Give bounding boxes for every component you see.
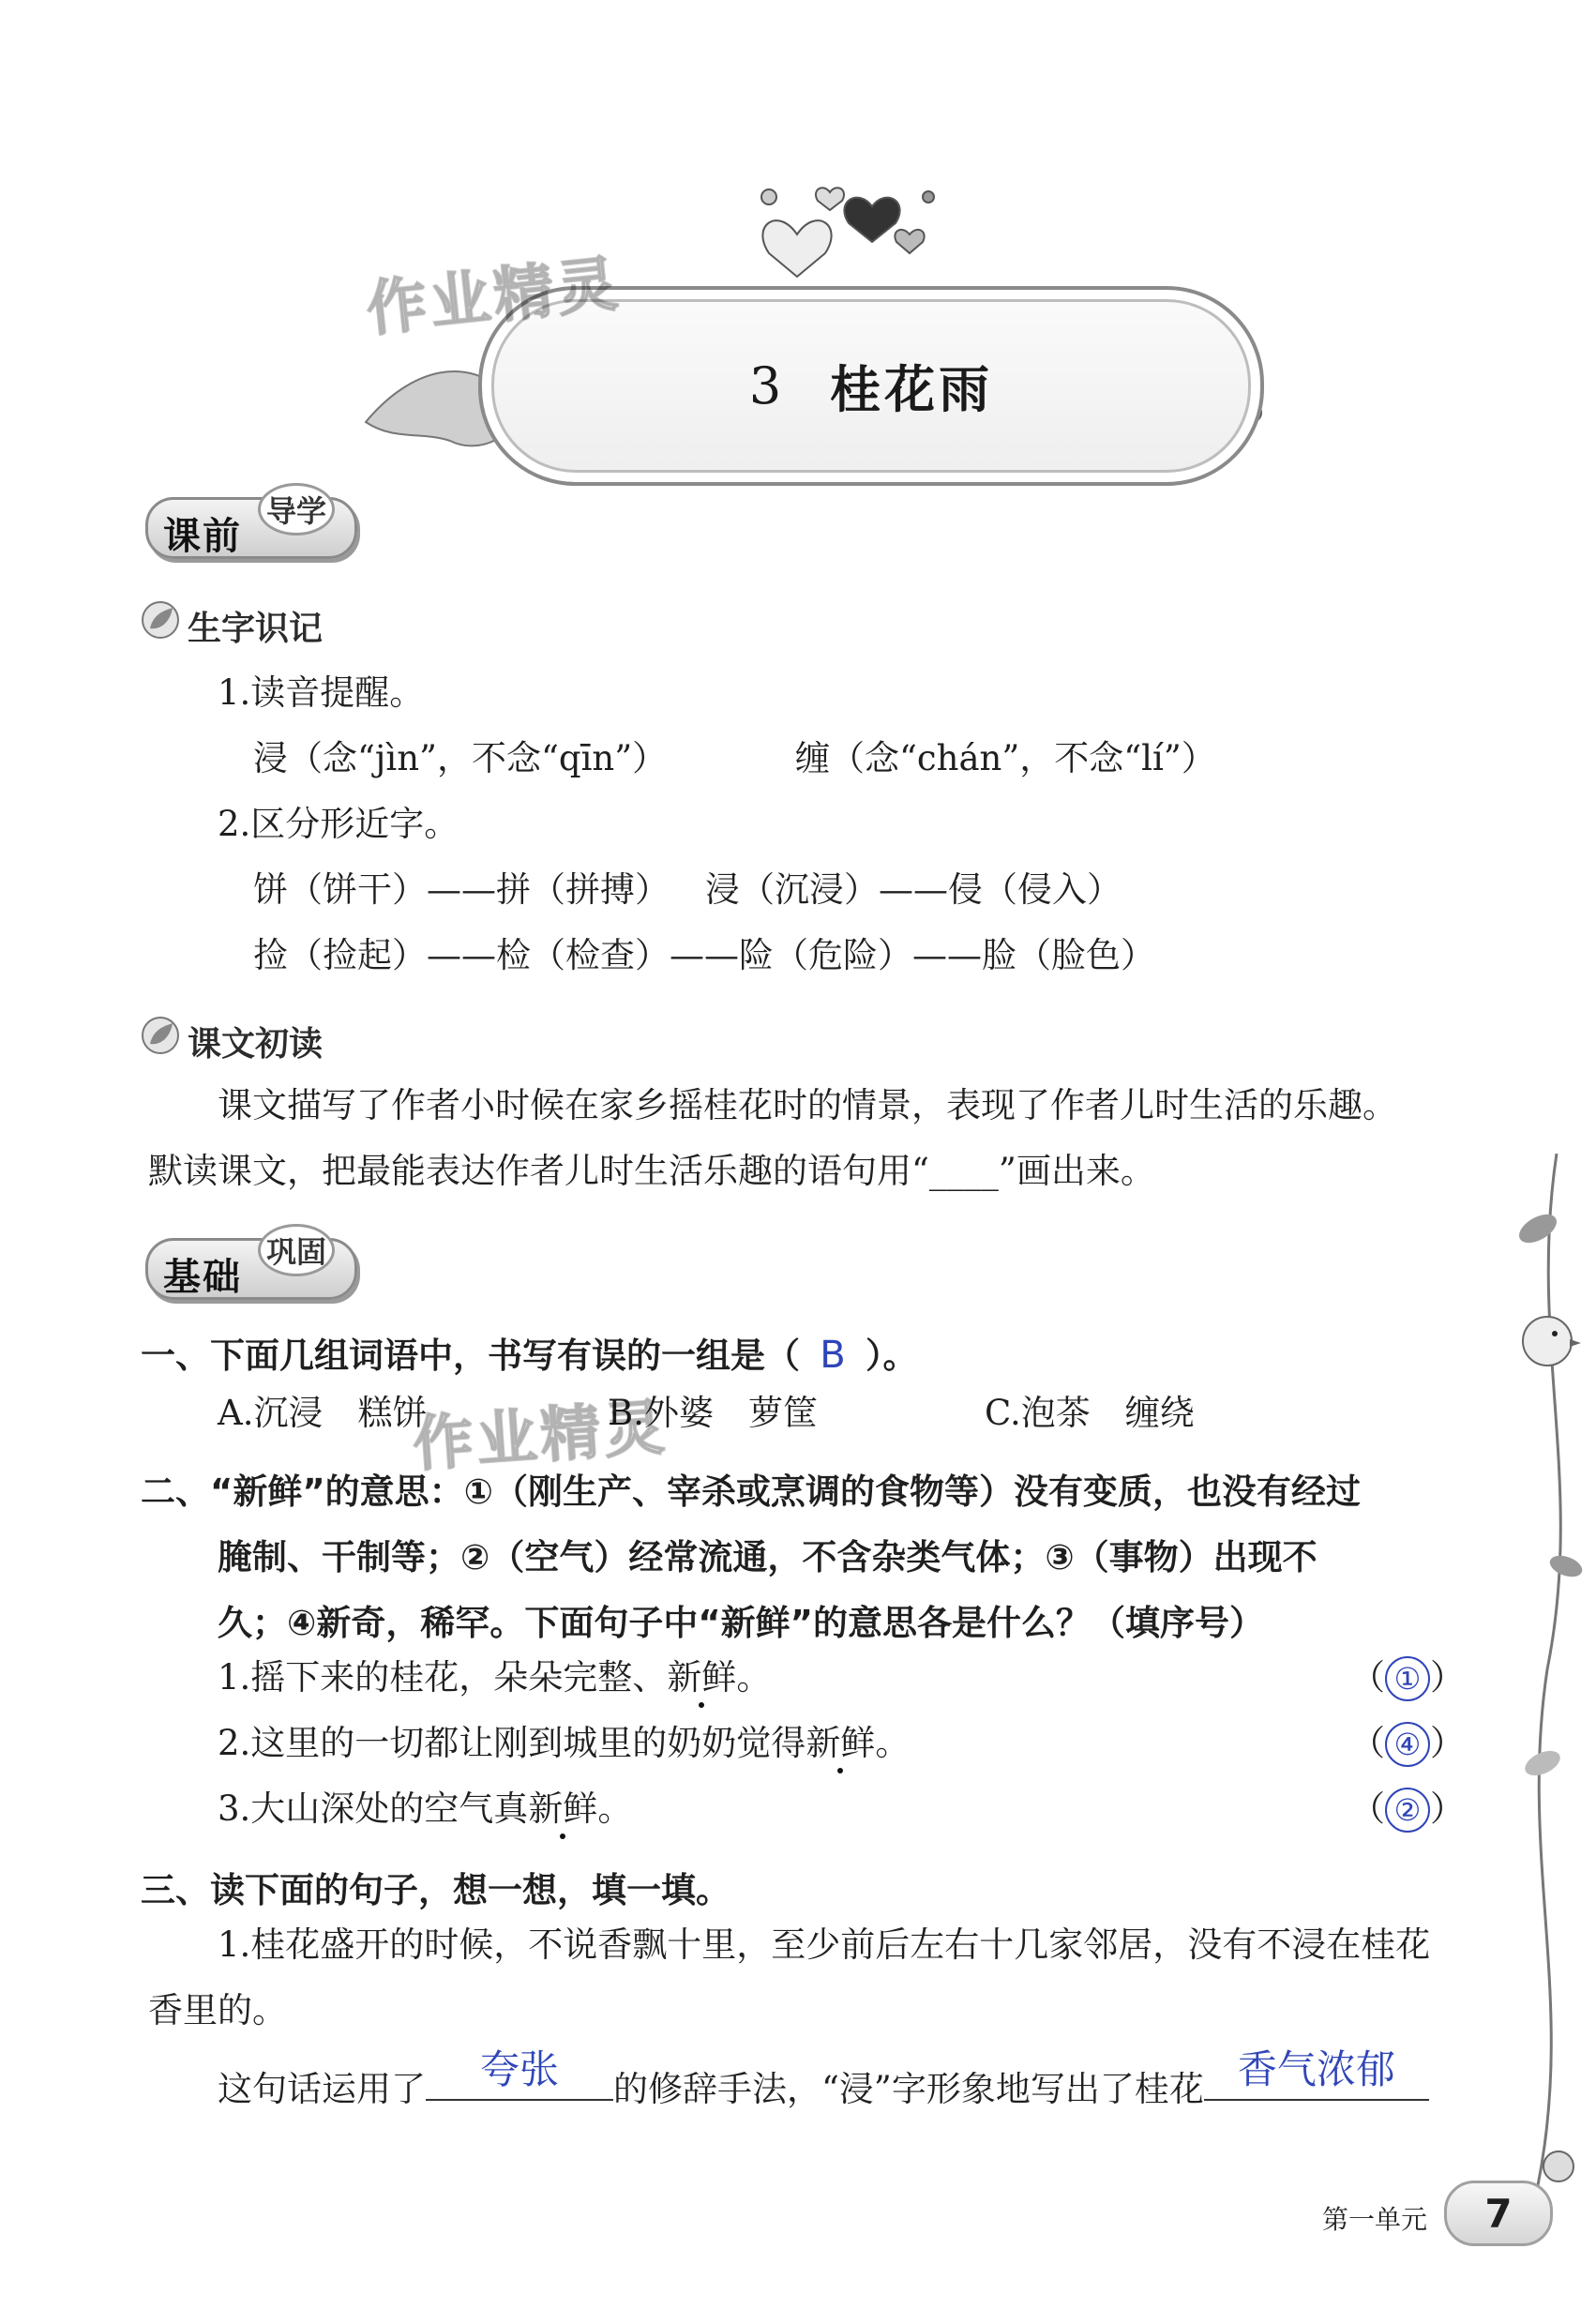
- paren-close: ）: [1430, 1723, 1465, 1763]
- option-a: A.沉浸 糕饼: [218, 1393, 428, 1433]
- watermark: 作业精灵: [363, 249, 625, 345]
- question-2-line3: 久；④新奇，稀罕。下面句子中“新鲜”的意思各是什么？（填序号）: [218, 1603, 1264, 1643]
- lesson-name: 桂花雨: [830, 359, 994, 419]
- similar-chars-row1a: 饼（饼干）——拼（拼搏）: [253, 869, 670, 910]
- question-1-text: 一、下面几组词语中，书写有误的一组是（: [141, 1336, 800, 1376]
- question-1-stem: [141, 1327, 918, 1378]
- sub-heading-characters: 生字识记: [188, 609, 324, 648]
- answer-bracket-3: [1350, 1788, 1465, 1833]
- question-3-fill: [218, 2046, 1429, 2109]
- paren-close: ）: [1430, 1788, 1465, 1829]
- answer-bracket-1: [1350, 1656, 1465, 1701]
- watermark: 作业精灵: [411, 1393, 670, 1481]
- reading-line1: 课文描写了作者小时候在家乡摇桂花时的情景，表现了作者儿时生活的乐趣。: [218, 1085, 1397, 1125]
- pronunciation-2: 缠（念“chán”，不念“lí”）: [795, 738, 1216, 778]
- sentence-2: [218, 1723, 911, 1763]
- leaf-icon: [141, 600, 180, 640]
- question-3-sentence-line1: 1.桂花盛开的时候，不说香飘十里，至少前后左右十几家邻居，没有不浸在桂花: [218, 1924, 1431, 1965]
- paren-open: （: [1350, 1723, 1385, 1763]
- question-3-sentence-line2: 香里的。: [148, 1990, 287, 2030]
- question-3-stem: 三、读下面的句子，想一想，填一填。: [141, 1870, 730, 1910]
- paren-close: ）: [1430, 1657, 1465, 1698]
- section-basic-main: 基础: [163, 1255, 242, 1299]
- answer-fragrance: 香气浓郁: [1237, 2046, 1395, 2092]
- sentence-3-end: 。: [597, 1788, 633, 1829]
- sentence-1-answer: ①: [1385, 1656, 1430, 1701]
- sentence-3: [218, 1788, 633, 1829]
- heart-ornament: [741, 169, 956, 291]
- sentence-3-answer: ②: [1385, 1788, 1430, 1833]
- sentence-1-text: 1.摇下来的桂花，朵朵完整、: [218, 1657, 668, 1698]
- page-number: 7: [1444, 2181, 1553, 2246]
- lesson-number: 3: [748, 356, 786, 415]
- sentence-1: [218, 1657, 772, 1698]
- sentence-1-end: 。: [736, 1657, 772, 1698]
- question-2-line1: 二、“新鲜”的意思：①（刚生产、宰杀或烹调的食物等）没有变质，也没有经过: [141, 1471, 1361, 1512]
- leaf-icon: [141, 1016, 180, 1055]
- question-2-line2: 腌制、干制等；②（空气）经常流通，不含杂类气体；③（事物）出现不: [218, 1537, 1317, 1577]
- option-c: C.泡茶 缠绕: [985, 1393, 1195, 1433]
- paren-open: （: [1350, 1788, 1385, 1829]
- sentence-3-text: 3.大山深处的空气真: [218, 1788, 529, 1829]
- sub-heading-first-reading: 课文初读: [188, 1024, 324, 1064]
- sentence-2-answer: ④: [1385, 1722, 1430, 1767]
- answer-bracket-2: [1350, 1722, 1465, 1767]
- answer-blank-1: [426, 2046, 613, 2101]
- fill-before: 这句话运用了: [218, 2069, 426, 2109]
- sentence-2-text: 2.这里的一切都让刚到城里的奶奶觉得: [218, 1723, 806, 1763]
- sentence-3-word: 新鲜: [528, 1788, 598, 1829]
- answer-rhetoric: 夸张: [479, 2046, 560, 2092]
- similar-chars-row1b: 浸（沉浸）——侵（侵入）: [705, 869, 1122, 910]
- question-1-close: ）。: [866, 1336, 918, 1376]
- section-preview-small: 导学: [258, 483, 335, 536]
- similar-chars-row2: 捡（捡起）——检（检查）——险（危险）——脸（脸色）: [253, 935, 1155, 975]
- pronunciation-1: 浸（念“jìn”，不念“qīn”）: [253, 738, 668, 778]
- question-1-answer: B: [820, 1334, 846, 1377]
- paren-open: （: [1350, 1657, 1385, 1698]
- vine-bird-ornament: [1500, 1154, 1594, 2185]
- sentence-2-word: 新鲜: [806, 1723, 876, 1763]
- answer-blank-2: [1204, 2046, 1429, 2101]
- item1-label: 1.读音提醒。: [218, 672, 425, 713]
- sentence-1-word: 新鲜: [667, 1657, 737, 1698]
- section-basic-small: 巩固: [258, 1224, 335, 1276]
- item2-label: 2.区分形近字。: [218, 804, 459, 844]
- sentence-2-end: 。: [875, 1723, 911, 1763]
- reading-line2: 默读课文，把最能表达作者儿时生活乐趣的语句用“____”画出来。: [148, 1151, 1155, 1191]
- option-b: B.外婆 萝筐: [608, 1393, 818, 1433]
- fill-mid: 的修辞手法，“浸”字形象地写出了桂花: [613, 2069, 1204, 2109]
- section-preview-main: 课前: [163, 514, 242, 558]
- footer-unit: 第一单元: [1322, 2204, 1428, 2235]
